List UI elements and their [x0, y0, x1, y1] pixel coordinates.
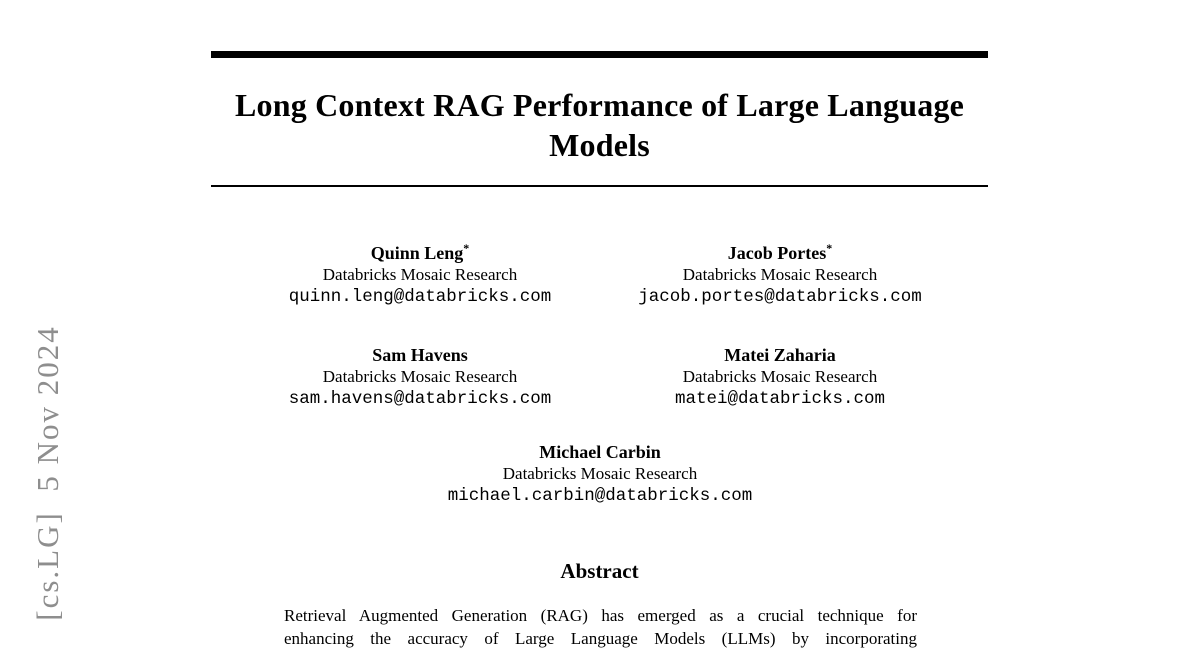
author-block-matei-zaharia	[600, 339, 960, 410]
author-name	[600, 237, 960, 264]
paper-title-line-1: Long Context RAG Performance of Large Language	[234, 87, 965, 123]
abstract-text	[284, 604, 917, 650]
author-affiliation: Databricks Mosaic Research	[322, 265, 518, 284]
author-email: jacob.portes@databricks.com	[638, 287, 922, 307]
title-rule-bottom	[211, 185, 988, 187]
author-block-jacob-portes	[600, 237, 960, 308]
author-block-michael-carbin	[420, 436, 780, 507]
author-email: michael.carbin@databricks.com	[447, 486, 753, 506]
author-name-text: Quinn Leng	[370, 243, 464, 263]
abstract-line-2: enhancing the accuracy of Large Language Models (LLMs) by incorporating	[284, 629, 917, 649]
author-email: matei@databricks.com	[674, 389, 886, 409]
author-name-text: Michael Carbin	[539, 442, 661, 462]
author-block-sam-havens	[240, 339, 600, 410]
author-affiliation: Databricks Mosaic Research	[682, 367, 878, 386]
author-name	[600, 339, 960, 366]
author-asterisk: *	[463, 241, 470, 255]
author-name	[420, 436, 780, 463]
arxiv-watermark: [cs.LG] 5 Nov 2024	[30, 325, 65, 621]
author-name-text: Sam Havens	[372, 345, 468, 365]
title-rule-top	[211, 51, 988, 58]
abstract-heading: Abstract	[560, 559, 639, 583]
author-affiliation: Databricks Mosaic Research	[322, 367, 518, 386]
author-name	[240, 339, 600, 366]
author-email: quinn.leng@databricks.com	[288, 287, 552, 307]
author-affiliation: Databricks Mosaic Research	[682, 265, 878, 284]
author-name-text: Jacob Portes	[727, 243, 827, 263]
paper-title	[211, 85, 988, 165]
author-affiliation: Databricks Mosaic Research	[502, 464, 698, 483]
author-name	[240, 237, 600, 264]
author-block-quinn-leng	[240, 237, 600, 308]
author-name-text: Matei Zaharia	[724, 345, 836, 365]
paper-title-line-2: Models	[549, 127, 650, 163]
abstract-line-1: Retrieval Augmented Generation (RAG) has emerged as a crucial technique for	[284, 606, 917, 625]
author-asterisk: *	[826, 241, 833, 255]
author-email: sam.havens@databricks.com	[288, 389, 552, 409]
